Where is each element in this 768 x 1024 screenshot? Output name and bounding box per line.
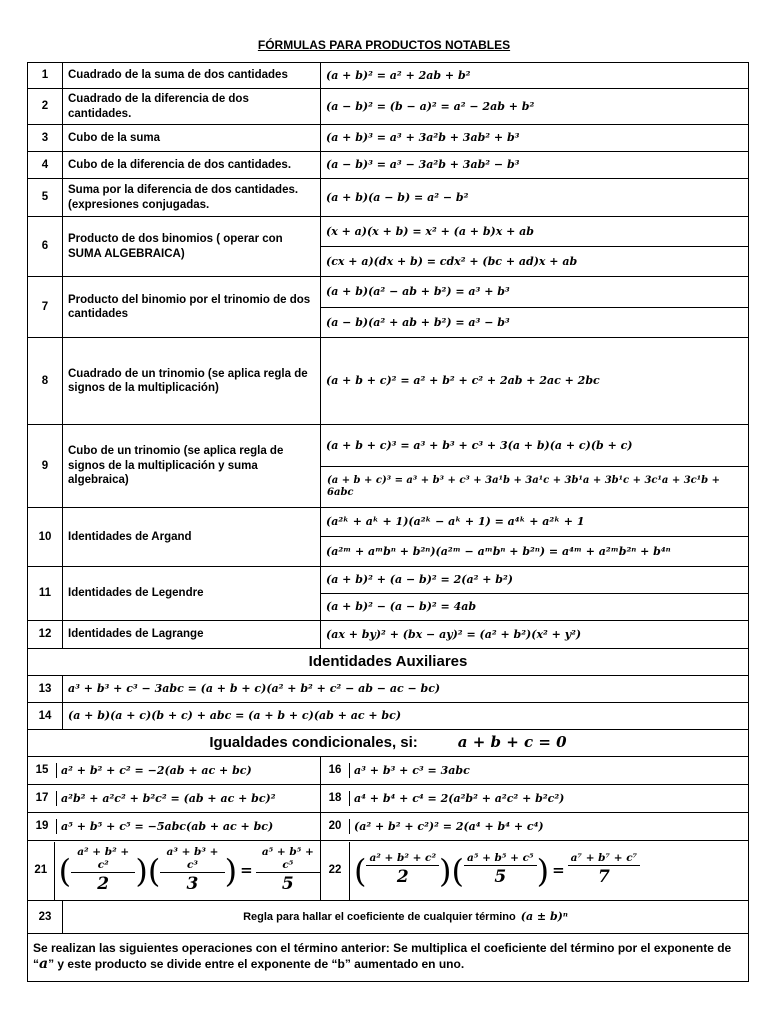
row-description: Cuadrado de un trinomio (se aplica regla de signos de la multiplicación) [63, 338, 321, 425]
note-part1: Se realizan las siguientes operaciones con el término anterior: Se multiplica el coeficiente del término por el exponente de “ [33, 941, 732, 972]
denominator: 2 [396, 867, 409, 888]
equals-sign: = [240, 861, 253, 880]
aux-row [28, 676, 749, 703]
formula-cell: (a − b)² = (b − a)² = a² − 2ab + b² [321, 89, 749, 125]
cond-cell [321, 757, 749, 785]
cond-cell [28, 813, 321, 841]
cond-header-row [28, 730, 749, 757]
cond-cell-inner [28, 763, 320, 777]
formula-cell: (a + b + c)² = a² + b² + c² + 2ab + 2ac + 2bc [321, 338, 749, 425]
row-number: 9 [28, 425, 63, 508]
formula-cell: (cx + a)(dx + b) = cdx² + (bc + ad)x + ab [321, 247, 749, 277]
row-description: Identidades de Lagrange [63, 621, 321, 649]
cond-cell-inner [321, 791, 748, 805]
row-number: 4 [28, 152, 63, 179]
cond-cell-inner [28, 791, 320, 805]
fraction-cell [321, 841, 749, 901]
row-number: 8 [28, 338, 63, 425]
row-number: 23 [28, 901, 63, 934]
row-number: 18 [321, 791, 350, 805]
row-number: 20 [321, 819, 350, 833]
fraction-cell [28, 841, 321, 901]
parenthesis: ) [224, 851, 238, 890]
parenthesis: ( [147, 851, 161, 890]
rule-expression: (a ± b)ⁿ [520, 909, 568, 923]
row-description: Producto de dos binomios ( operar con SUMA ALGEBRAICA) [63, 217, 321, 277]
cond-row [28, 785, 749, 813]
denominator: 3 [186, 874, 199, 894]
formula-row [28, 125, 749, 152]
formula-row [28, 63, 749, 89]
formula-row [28, 89, 749, 125]
fraction-identity [350, 851, 640, 891]
formula-row [28, 508, 749, 537]
fraction [568, 852, 641, 888]
row-number: 7 [28, 277, 63, 338]
equals-sign: = [552, 861, 565, 880]
formula-text: a²b² + a²c² + b²c² = (ab + ac + bc)² [61, 791, 276, 805]
page-title: FÓRMULAS PARA PRODUCTOS NOTABLES [257, 38, 511, 52]
cond-cell [321, 785, 749, 813]
row-number: 6 [28, 217, 63, 277]
row-number: 13 [28, 676, 63, 703]
row-number: 22 [321, 842, 350, 900]
row-number: 15 [28, 763, 57, 777]
fraction-cell-inner [321, 842, 748, 900]
row-description: Cubo de la suma [63, 125, 321, 152]
row-number: 14 [28, 703, 63, 730]
formula-cell: (a²ᵐ + aᵐbⁿ + b²ⁿ)(a²ᵐ − aᵐbⁿ + b²ⁿ) = a⁴ᵐ + a²ᵐb²ⁿ + b⁴ⁿ [321, 537, 749, 567]
rule-row [28, 901, 749, 934]
cond-cell [321, 813, 749, 841]
numerator: a² + b² + c² [71, 846, 135, 873]
cond-row [28, 813, 749, 841]
formula-cell: (a − b)³ = a³ − 3a²b + 3ab² − b³ [321, 152, 749, 179]
fraction [71, 846, 135, 896]
parenthesis: ) [536, 851, 550, 890]
formula-cell: a³ + b³ + c³ − 3abc = (a + b + c)(a² + b² + c² − ab − ac − bc) [63, 676, 749, 703]
cond-cell-inner [321, 819, 748, 833]
row-number: 17 [28, 791, 57, 805]
row-number: 12 [28, 621, 63, 649]
denominator: 2 [97, 874, 110, 894]
fraction [366, 852, 439, 888]
row-number: 21 [28, 842, 55, 900]
row-description: Cubo de la diferencia de dos cantidades. [63, 152, 321, 179]
row-number: 10 [28, 508, 63, 567]
formula-row [28, 621, 749, 649]
fraction-row [28, 841, 749, 901]
parenthesis: ( [354, 851, 367, 890]
cond-cell [28, 785, 321, 813]
note-row [28, 934, 749, 982]
formula-cell: (a + b)³ = a³ + 3a²b + 3ab² + b³ [321, 125, 749, 152]
denominator: 5 [494, 867, 507, 888]
fraction [256, 846, 320, 896]
row-description: Suma por la diferencia de dos cantidades.(expresiones conjugadas. [63, 179, 321, 217]
formula-cell: (x + a)(x + b) = x² + (a + b)x + ab [321, 217, 749, 247]
row-number: 3 [28, 125, 63, 152]
formula-row [28, 425, 749, 467]
cond-expression: a + b + c = 0 [457, 733, 567, 752]
cond-cell-inner [28, 819, 320, 833]
parenthesis: ( [451, 851, 465, 890]
formula-cell: (a + b)² + (a − b)² = 2(a² + b²) [321, 567, 749, 594]
formula-row [28, 179, 749, 217]
formula-cell: (a + b)(a − b) = a² − b² [321, 179, 749, 217]
denominator: 5 [281, 874, 294, 894]
formula-cell: (a − b)(a² + ab + b²) = a³ − b³ [321, 308, 749, 338]
numerator: a⁷ + b⁷ + c⁷ [568, 852, 641, 866]
formula-cell: (a + b)² − (a − b)² = 4ab [321, 594, 749, 621]
cond-row [28, 757, 749, 785]
row-description: Producto del binomio por el trinomio de dos cantidades [63, 277, 321, 338]
fraction-cell-inner [28, 842, 320, 900]
rule-text: Regla para hallar el coeficiente de cualquier término [243, 910, 516, 923]
row-description: Cuadrado de la diferencia de dos cantidades. [63, 89, 321, 125]
formula-text: a² + b² + c² = −2(ab + ac + bc) [61, 763, 252, 777]
formula-row [28, 338, 749, 425]
formula-row [28, 567, 749, 594]
row-description: Identidades de Legendre [63, 567, 321, 621]
row-number: 2 [28, 89, 63, 125]
numerator: a² + b² + c² [366, 852, 439, 866]
row-number: 19 [28, 819, 57, 833]
numerator: a⁵ + b⁵ + c⁵ [256, 846, 320, 873]
cond-section-title [28, 730, 749, 757]
note-variable-a: a [39, 956, 49, 973]
formula-text: a⁴ + b⁴ + c⁴ = 2(a²b² + a²c² + b²c²) [354, 791, 565, 805]
row-description: Cubo de un trinomio (se aplica regla de signos de la multiplicación y suma algebraica) [63, 425, 321, 508]
formula-cell: (ax + by)² + (bx − ay)² = (a² + b²)(x² + y²) [321, 621, 749, 649]
formula-row [28, 277, 749, 308]
note-cell [28, 934, 749, 982]
fraction [160, 846, 224, 896]
row-number: 5 [28, 179, 63, 217]
fraction-identity [55, 846, 320, 896]
aux-header-row [28, 649, 749, 676]
rule-text-cell [63, 901, 749, 934]
formula-text: a³ + b³ + c³ = 3abc [354, 763, 470, 777]
row-number: 16 [321, 763, 350, 777]
formula-cell: (a + b + c)³ = a³ + b³ + c³ + 3(a + b)(a + c)(b + c) [321, 425, 749, 467]
formula-row [28, 217, 749, 247]
parenthesis: ( [58, 851, 72, 890]
row-number: 11 [28, 567, 63, 621]
formula-cell: (a + b)(a + c)(b + c) + abc = (a + b + c)(ab + ac + bc) [63, 703, 749, 730]
row-number: 1 [28, 63, 63, 89]
formula-row [28, 152, 749, 179]
cond-cell-inner [321, 763, 748, 777]
denominator: 7 [598, 867, 610, 888]
parenthesis: ) [439, 851, 452, 890]
formula-text: (a² + b² + c²)² = 2(a⁴ + b⁴ + c⁴) [354, 819, 544, 833]
row-description: Identidades de Argand [63, 508, 321, 567]
formula-cell: (a²ᵏ + aᵏ + 1)(a²ᵏ − aᵏ + 1) = a⁴ᵏ + a²ᵏ + 1 [321, 508, 749, 537]
cond-title: Igualdades condicionales, si: [209, 734, 418, 752]
parenthesis: ) [135, 851, 148, 890]
fraction [464, 852, 537, 888]
row-description: Cuadrado de la suma de dos cantidades [63, 63, 321, 89]
formula-cell: (a + b)² = a² + 2ab + b² [321, 63, 749, 89]
formula-cell: (a + b + c)³ = a³ + b³ + c³ + 3a¹b + 3a¹c + 3b¹a + 3b¹c + 3c¹a + 3c¹b + 6abc [321, 467, 749, 508]
aux-section-title: Identidades Auxiliares [28, 649, 749, 676]
cond-cell [28, 757, 321, 785]
note-part2: ” y este producto se divide entre el exponente de “b” aumentado en uno. [48, 957, 465, 972]
formula-text: a⁵ + b⁵ + c⁵ = −5abc(ab + ac + bc) [61, 819, 274, 833]
formulas-table [27, 62, 749, 982]
formula-cell: (a + b)(a² − ab + b²) = a³ + b³ [321, 277, 749, 308]
numerator: a³ + b³ + c³ [160, 846, 224, 873]
aux-row [28, 703, 749, 730]
numerator: a⁵ + b⁵ + c⁵ [464, 852, 537, 866]
